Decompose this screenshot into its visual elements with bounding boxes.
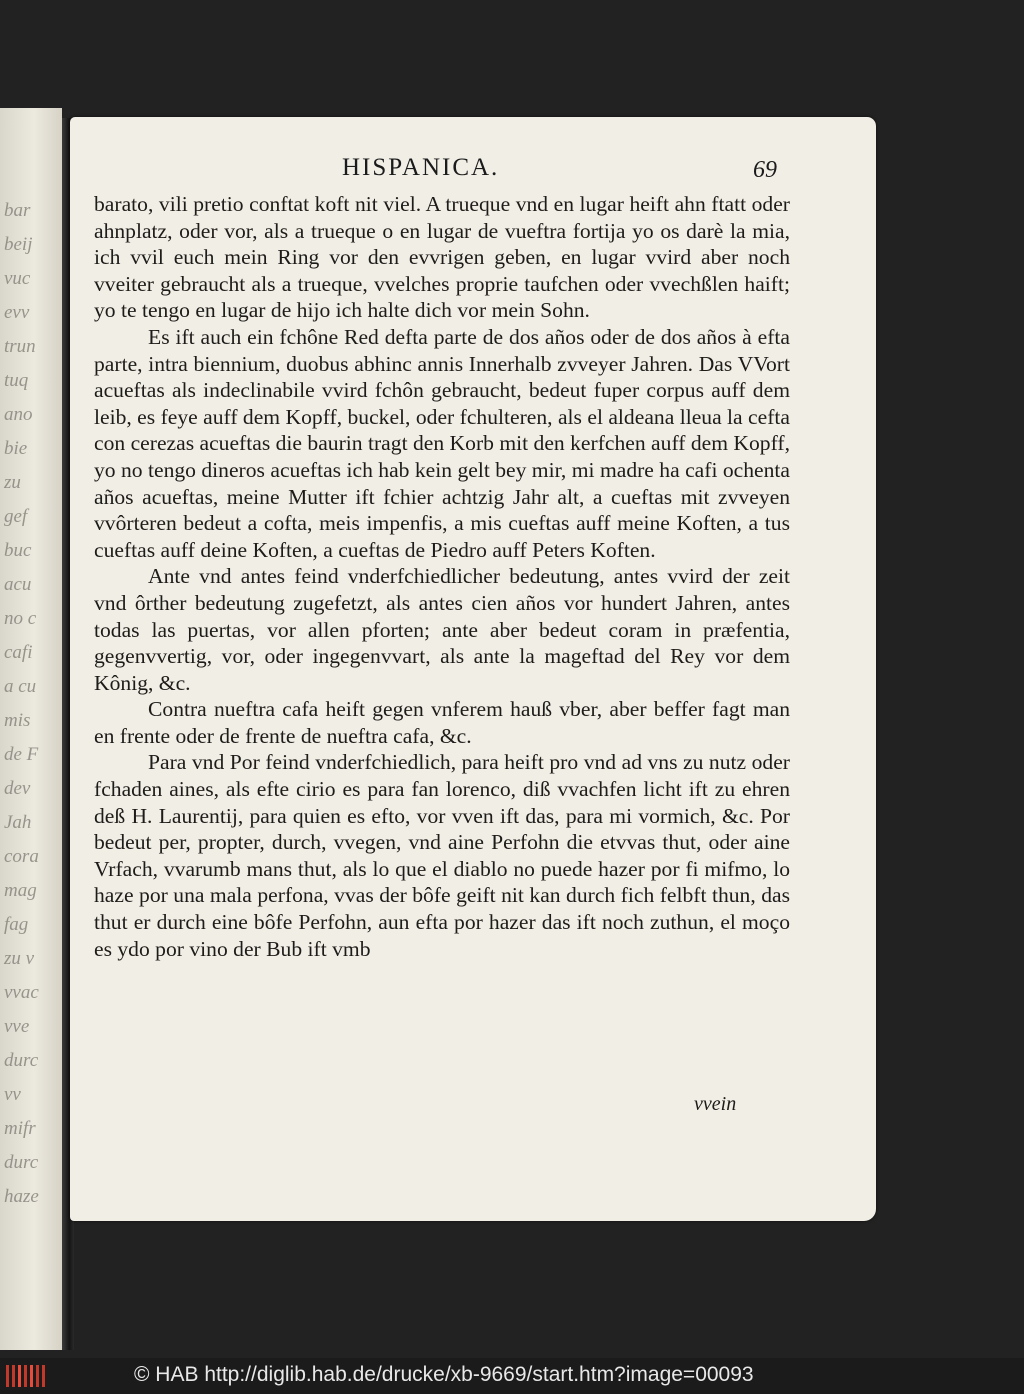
left-page-fragment: beij xyxy=(4,234,33,255)
left-page-fragment: cafi xyxy=(4,642,33,663)
paragraph: Contra nueftra cafa heift gegen vnferem hauß vber, aber beffer fagt man en frente oder de frente de nueftra cafa, &c. xyxy=(94,697,790,748)
left-page-fragment: durc xyxy=(4,1050,39,1071)
left-page-fragment: gef xyxy=(4,506,28,527)
left-page-fragment: bar xyxy=(4,200,31,221)
left-page-fragment: vv xyxy=(4,1084,21,1105)
left-page-fragment: de F xyxy=(4,744,39,765)
left-page-fragment: evv xyxy=(4,302,30,323)
paragraph: barato, vili pretio conftat koft nit viel. A trueque vnd en lugar heift ahn ftatt oder ahnplatz, oder vor, als a trueque o en lugar de vueftra fortija yo os darè la mia, ich vvil euch mein Ring vor den evvrigen geben, en lugar vvird aber noch vveiter gebraucht als a trueque, vvelches proprie taufchen oder vvechßlen haift; yo te tengo en lugar de hijo ich halte dich vor mein Sohn. xyxy=(94,192,790,323)
left-page-fragment: a cu xyxy=(4,676,37,697)
left-page-fragment: mis xyxy=(4,710,31,731)
left-page-fragment: haze xyxy=(4,1186,39,1207)
left-page-fragment: ano xyxy=(4,404,33,425)
paragraph: Ante vnd antes feind vnderfchiedlicher bedeutung, antes vvird der zeit vnd ôrther bedeutung zugefetzt, als antes cien años vor hundert Jahren, antes todas las puertas, vor allen pforten; ante aber bedeut coram in præfentia, gegenvvertig, vor, oder ingegenvvart, als ante la mageftad del Rey vor dem Kônig, &c. xyxy=(94,564,790,695)
page-number: 69 xyxy=(753,157,777,183)
running-header: HISPANICA. xyxy=(342,154,500,181)
left-page-fragment: dev xyxy=(4,778,31,799)
book-page xyxy=(70,117,876,1221)
left-page-fragment: vvac xyxy=(4,982,39,1003)
left-page-fragment: no c xyxy=(4,608,37,629)
left-page-fragment: Jah xyxy=(4,812,32,833)
left-page-fragment: acu xyxy=(4,574,32,595)
page-body xyxy=(94,191,790,962)
left-page-edge xyxy=(0,108,62,1350)
left-page-fragment: durc xyxy=(4,1152,39,1173)
left-page-fragment: mag xyxy=(4,880,37,901)
catchword: vvein xyxy=(694,1093,737,1115)
left-page-fragment: zu v xyxy=(4,948,35,969)
left-page-fragment: bie xyxy=(4,438,28,459)
hab-logo-icon xyxy=(6,1365,46,1387)
left-page-fragment: fag xyxy=(4,914,29,935)
left-page-fragment: mifr xyxy=(4,1118,36,1139)
footer-bar xyxy=(0,1358,1024,1394)
left-page-fragment: tuq xyxy=(4,370,29,391)
left-page-fragment: buc xyxy=(4,540,32,561)
copyright-url[interactable]: © HAB http://diglib.hab.de/drucke/xb-9669/start.htm?image=00093 xyxy=(134,1363,754,1386)
left-page-fragment: cora xyxy=(4,846,39,867)
left-page-fragment: zu xyxy=(4,472,21,493)
left-page-fragment: vve xyxy=(4,1016,30,1037)
paragraph: Es ift auch ein fchône Red defta parte de dos años oder de dos años à efta parte, intra biennium, duobus abhinc annis Innerhalb zvveyer Jahren. Das VVort acueftas als indeclinabile vvird fchôn gebraucht, bedeut fuper corpus auff dem leib, es feye auff dem Kopff, buckel, oder fchulteren, als el aldeana lleua la cefta con cerezas acueftas die baurin tragt den Korb mit den kerfchen auff dem Kopff, yo no tengo dineros acueftas ich hab kein gelt bey mir, mi madre ha cafi ochenta años acueftas, meine Mutter ift fchier achtzig Jahr alt, a cueftas mit zvveyen vvôrteren bedeut a cofta, meis impenfis, a mis cueftas auff meine Koften, a tus cueftas auff deine Koften, a cueftas de Piedro auff Peters Koften. xyxy=(94,324,790,562)
left-page-fragment: trun xyxy=(4,336,36,357)
paragraph: Para vnd Por feind vnderfchiedlich, para heift pro vnd ad vns zu nutz oder fchaden aines, als efte cirio es para fan lorenco, diß vvachfen licht ift zu ehren deß H. Laurentij, para quien es efto, vor vven ift das, para mi vormich, &c. Por bedeut per, propter, durch, vvegen, vnd aine Perfohn die etvvas thut, oder aine Vrfach, vvarumb mans thut, als lo que el diablo no puede hazer por fi mifmo, lo haze por una mala perfona, vvas der bôfe geift nit kan durch fich felbft thun, das thut er durch eine bôfe Perfohn, aun efta por hazer das ift noch zuthun, el moço es ydo por vino der Bub ift vmb xyxy=(94,750,790,961)
left-page-fragment: vuc xyxy=(4,268,31,289)
